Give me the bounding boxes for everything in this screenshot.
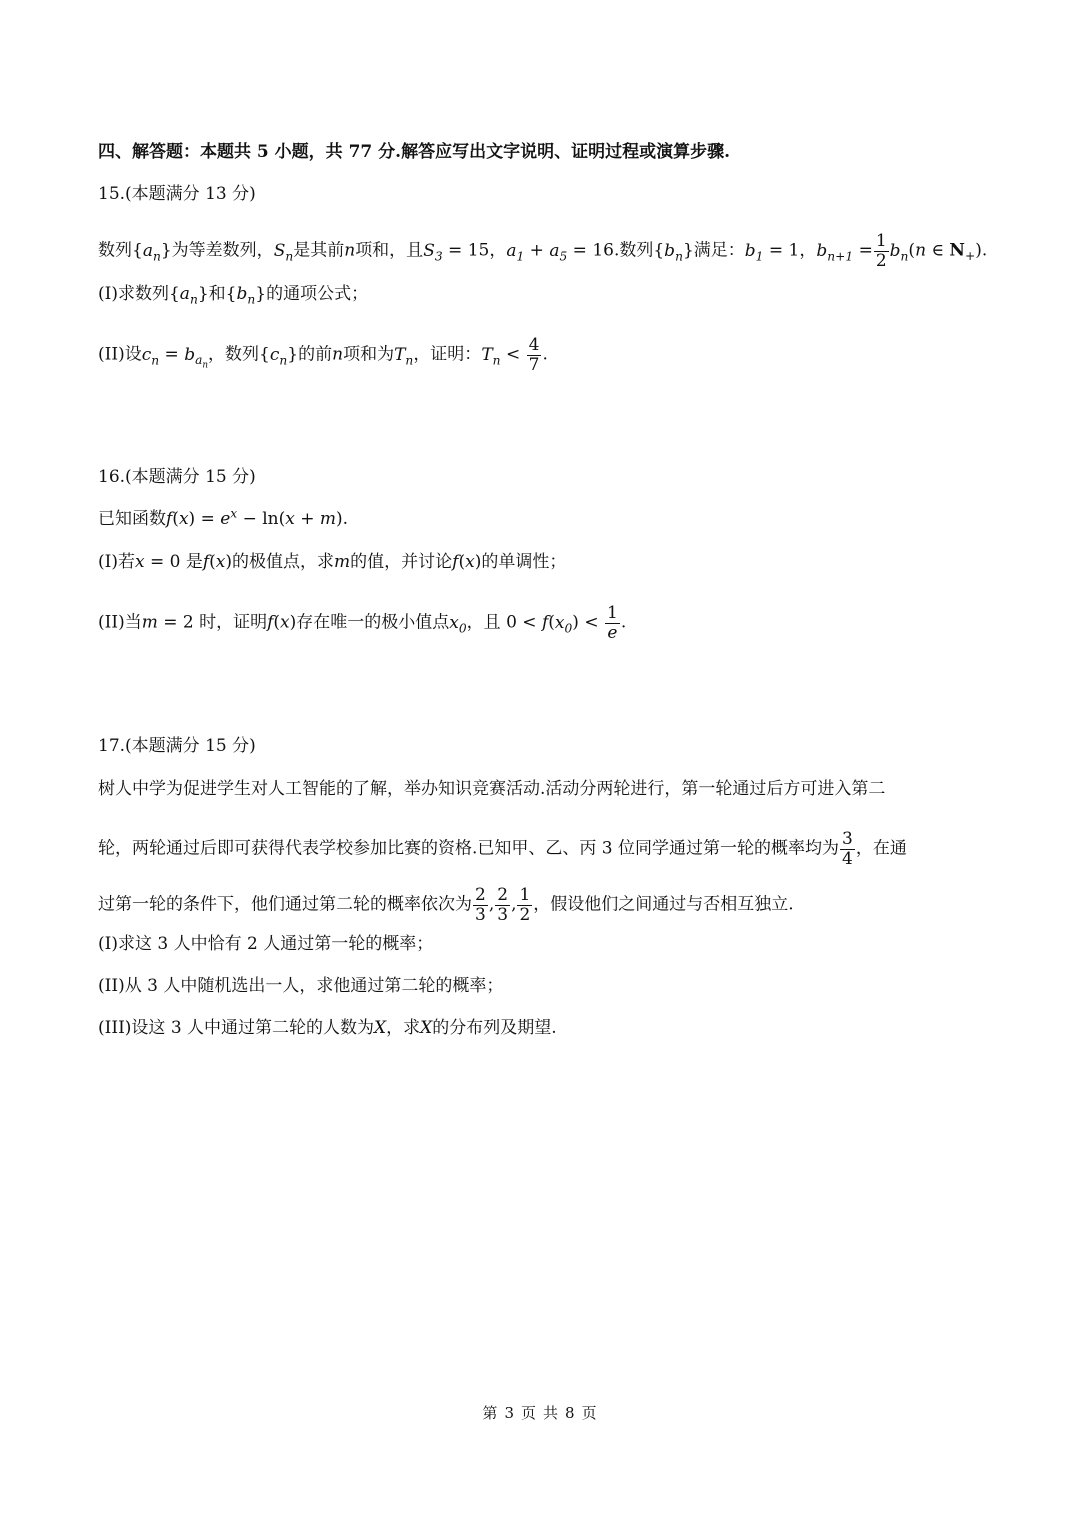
fraction-four-sevenths: $\frac{4}{7}$ (528, 335, 540, 375)
section-heading: 四、解答题：本题共 5 小题，共 77 分.解答应写出文字说明、证明过程或演算步骤. (98, 142, 730, 162)
q16-header: 16.(本题满分 15 分) (98, 467, 256, 487)
q17-header: 17.(本题满分 15 分) (98, 736, 256, 756)
fraction-one-half: $\frac{1}{2}$ (875, 231, 887, 271)
q16-part2: (II)当m = 2 时，证明f(x)存在唯一的极小值点$x_0$，且 $0 < f(x_0)$ < $\frac{1}{e}$ . (98, 603, 627, 643)
q15-stem: 数列$\{a_n\}$为等差数列，$S_n$是其前n项和，且$S_3 = 15$，$a_1 + a_5 = 16$.数列$\{b_n\}$满足：$b_1 = 1$，$b_{n+1}$ = $\frac{1}{2}$ $b_n(n$ ∈ $N_+$). (98, 231, 988, 271)
fraction-two-thirds-a: $\frac{2}{3}$ (475, 885, 486, 925)
q17-line2: 轮，两轮通过后即可获得代表学校参加比赛的资格.已知甲、乙、丙 3 位同学通过第一轮的概率均为 $\frac{3}{4}$ ，在通 (98, 829, 907, 869)
q15-header: 15.(本题满分 13 分) (98, 184, 256, 204)
fraction-three-quarters: $\frac{3}{4}$ (842, 829, 853, 869)
q15-part1: (I)求数列$\{a_n\}$和$\{b_n\}$的通项公式； (98, 284, 369, 307)
total-pages: 8 (565, 1404, 576, 1422)
fraction-two-thirds-b: $\frac{2}{3}$ (497, 885, 509, 925)
q17-part2: (II)从 3 人中随机选出一人，求他通过第二轮的概率； (98, 976, 504, 996)
q17-line1: 树人中学为促进学生对人工智能的了解，举办知识竞赛活动.活动分两轮进行，第一轮通过后方可进入第二 (98, 779, 886, 799)
q15-part2: (II)设$c_n = b_{a_n}$，数列$\{c_n\}$的前n项和为$T_n$，证明：$T_n$ < $\frac{4}{7}$ . (98, 335, 548, 375)
current-page-number: 3 (504, 1404, 515, 1422)
page-footer: 第 3 页 共 8 页 (482, 1404, 598, 1422)
q16-stem: 已知函数$f(x) = e^x - \ln(x + m)$. (98, 506, 349, 529)
q17-part3: (III)设这 3 人中通过第二轮的人数为X，求X的分布列及期望. (98, 1018, 557, 1038)
q16-part1: (I)若x = 0 是f(x)的极值点，求m的值，并讨论f(x)的单调性； (98, 552, 567, 572)
fraction-one-over-e: $\frac{1}{e}$ (606, 603, 618, 643)
fraction-one-half-b: $\frac{1}{2}$ (519, 885, 531, 925)
q17-part1: (I)求这 3 人中恰有 2 人通过第一轮的概率； (98, 934, 434, 954)
q17-line3: 过第一轮的条件下，他们通过第二轮的概率依次为 $\frac{2}{3}$ , $\frac{2}{3}$ , $\frac{1}{2}$ ，假设他们之间通过与否相互独立. (98, 885, 794, 925)
